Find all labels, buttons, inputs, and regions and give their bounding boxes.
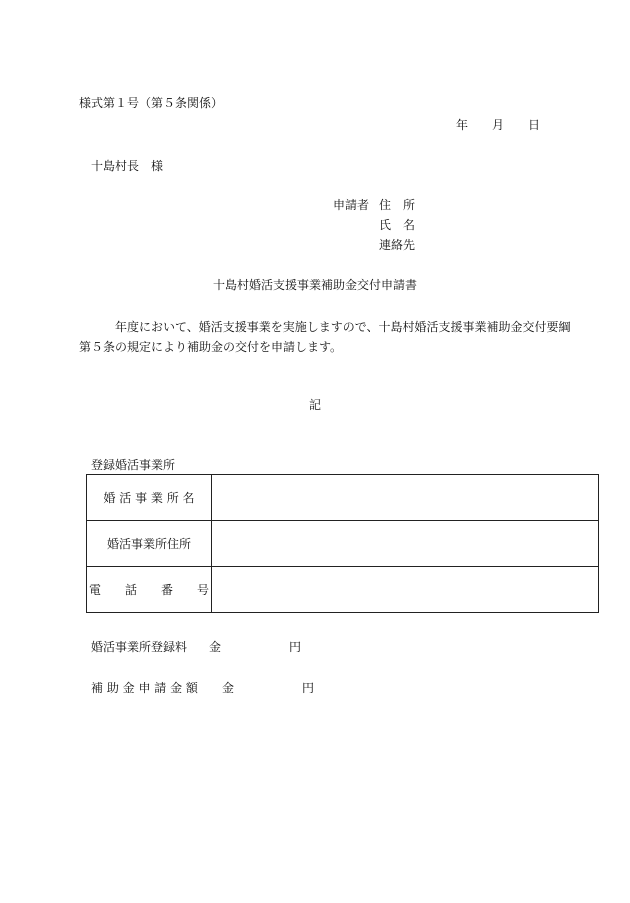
office-table bbox=[86, 474, 599, 613]
table-row bbox=[87, 475, 599, 521]
office-phone-label: 電 話 番 号 bbox=[87, 567, 212, 613]
date-year-label: 年 bbox=[456, 118, 469, 132]
document-title: 十島村婚活支援事業補助金交付申請書 bbox=[212, 278, 417, 292]
grant-amount-label: 補 助 金 申 請 金 額 bbox=[91, 681, 198, 695]
office-address-field[interactable] bbox=[212, 521, 599, 567]
table-row bbox=[87, 567, 599, 613]
office-name-label: 婚 活 事 業 所 名 bbox=[87, 475, 212, 521]
applicant-name-label: 氏 名 bbox=[379, 218, 416, 232]
office-table-caption: 登録婚活事業所 bbox=[91, 458, 176, 472]
applicant-address-label: 住 所 bbox=[379, 198, 416, 212]
body-paragraph: 年度において、婚活支援事業を実施しますので、十島村婚活支援事業補助金交付要綱第５条の規定により補助金の交付を申請します。 bbox=[79, 320, 571, 354]
date-day-label: 日 bbox=[528, 118, 541, 132]
registration-fee-suffix: 円 bbox=[289, 640, 302, 654]
form-number: 様式第１号（第５条関係） bbox=[79, 96, 224, 110]
record-heading: 記 bbox=[308, 398, 321, 412]
date-month-label: 月 bbox=[492, 118, 505, 132]
registration-fee-label: 婚活事業所登録料 bbox=[91, 640, 188, 654]
registration-fee-prefix: 金 bbox=[209, 640, 222, 654]
grant-amount-line bbox=[91, 681, 314, 695]
registration-fee-line bbox=[91, 640, 301, 654]
applicant-label: 申請者 bbox=[333, 198, 370, 212]
applicant-contact-label: 連絡先 bbox=[379, 238, 416, 252]
office-address-label: 婚活事業所住所 bbox=[87, 521, 212, 567]
addressee: 十島村長 様 bbox=[91, 159, 164, 173]
grant-amount-prefix: 金 bbox=[222, 681, 235, 695]
table-row bbox=[87, 521, 599, 567]
office-phone-field[interactable] bbox=[212, 567, 599, 613]
office-name-field[interactable] bbox=[212, 475, 599, 521]
date-line bbox=[456, 118, 540, 132]
grant-amount-suffix: 円 bbox=[302, 681, 315, 695]
